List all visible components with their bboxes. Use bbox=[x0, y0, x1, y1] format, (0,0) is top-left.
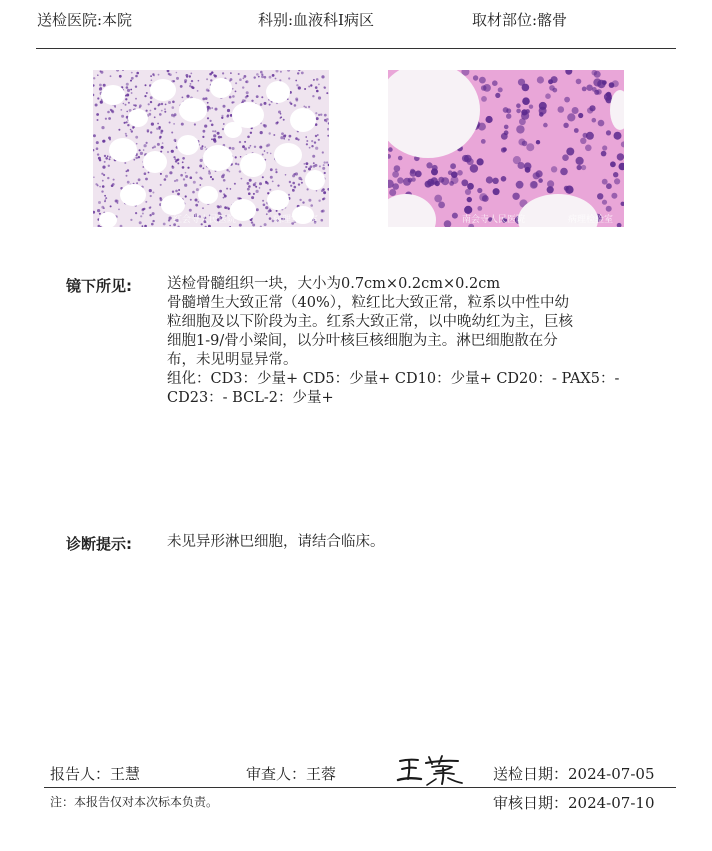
diagnosis-text: 未见异形淋巴细胞，请结合临床。 bbox=[167, 534, 385, 550]
findings-line: CD23：- BCL-2：少量+ bbox=[167, 390, 334, 406]
watermark-right-1: 南会寺人民医院 bbox=[462, 215, 526, 225]
reviewer-signature bbox=[396, 752, 468, 788]
findings-line: 布，未见明显异常。 bbox=[167, 352, 298, 368]
submit-date-field: 送检日期：2024-07-05 bbox=[493, 765, 655, 783]
department-field: 科别:血液科I病区 bbox=[258, 11, 374, 29]
findings-text bbox=[167, 275, 619, 408]
reporter-field: 报告人：王慧 bbox=[50, 765, 141, 783]
micrograph-high-power bbox=[388, 70, 624, 227]
disclaimer-note: 注：本报告仅对本次标本负责。 bbox=[50, 795, 219, 809]
findings-line: 骨髓增生大致正常（40%），粒红比大致正常，粒系以中性中幼 bbox=[167, 295, 569, 311]
findings-line: 组化：CD3：少量+ CD5：少量+ CD10：少量+ CD20：- PAX5：- bbox=[167, 371, 620, 387]
footer-divider bbox=[44, 787, 676, 788]
findings-line: 细胞1-9/骨小梁间，以分叶核巨核细胞为主。淋巴细胞散在分 bbox=[167, 333, 558, 349]
findings-line: 粒细胞及以下阶段为主。红系大致正常，以中晚幼红为主，巨核 bbox=[167, 314, 573, 330]
hospital-field: 送检医院:本院 bbox=[37, 11, 133, 29]
findings-label: 镜下所见: bbox=[66, 277, 132, 295]
watermark-right-2: 病理检验室 bbox=[568, 215, 614, 225]
watermark-left-2: 病理实验室 bbox=[273, 215, 319, 225]
micrograph-high-power-image bbox=[388, 70, 624, 227]
review-date-field: 审核日期：2024-07-10 bbox=[493, 794, 655, 812]
diagnosis-label: 诊断提示: bbox=[66, 535, 132, 553]
sampling-site-field: 取材部位:髂骨 bbox=[472, 11, 568, 29]
watermark-left-1: 红会寺人民医院 bbox=[173, 215, 237, 225]
findings-line: 送检骨髓组织一块，大小为0.7cm×0.2cm×0.2cm bbox=[167, 276, 501, 292]
reviewer-field: 审查人：王蓉 bbox=[246, 765, 337, 783]
micrograph-low-power bbox=[93, 70, 329, 227]
header-divider bbox=[36, 48, 676, 49]
micrograph-low-power-image bbox=[93, 70, 329, 227]
